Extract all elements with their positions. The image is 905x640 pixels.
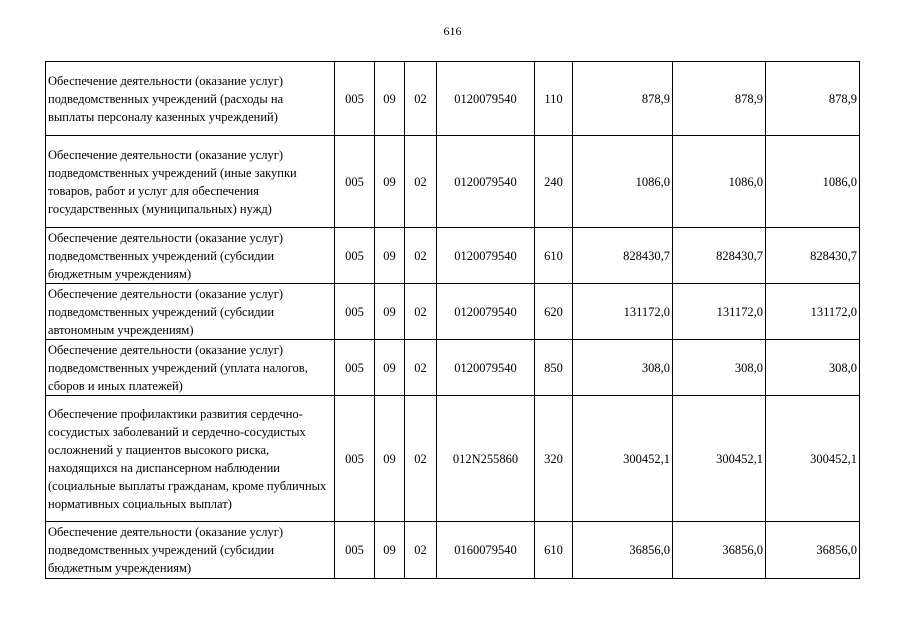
cell-name: Обеспечение деятельности (оказание услуг) подведомственных учреждений (расходы на выплаты персоналу казенных учреждений)	[46, 62, 335, 136]
cell-sum-3: 300452,1	[766, 396, 860, 522]
cell-sum-2: 308,0	[673, 340, 766, 396]
table-body	[46, 62, 860, 579]
cell-name: Обеспечение профилактики развития сердечно-сосудистых заболеваний и сердечно-сосудистых осложнений у пациентов высокого риска, находящихся на диспансерном наблюдении (социальные выплаты гражданам, кроме публичных нормативных социальных выплат)	[46, 396, 335, 522]
cell-sum-1: 300452,1	[573, 396, 673, 522]
cell-ministry: 005	[335, 522, 375, 579]
cell-target: 0120079540	[437, 62, 535, 136]
table-row	[46, 136, 860, 228]
table-row	[46, 522, 860, 579]
cell-subsection: 02	[405, 396, 437, 522]
cell-section: 09	[375, 396, 405, 522]
cell-subsection: 02	[405, 284, 437, 340]
cell-sum-2: 878,9	[673, 62, 766, 136]
table-row	[46, 284, 860, 340]
cell-sum-2: 131172,0	[673, 284, 766, 340]
page-number: 616	[443, 24, 462, 38]
cell-target: 0120079540	[437, 340, 535, 396]
cell-sum-2: 828430,7	[673, 228, 766, 284]
cell-name: Обеспечение деятельности (оказание услуг) подведомственных учреждений (субсидии автономным учреждениям)	[46, 284, 335, 340]
cell-section: 09	[375, 284, 405, 340]
budget-table	[45, 61, 860, 579]
cell-subsection: 02	[405, 340, 437, 396]
cell-expense-type: 620	[535, 284, 573, 340]
cell-sum-2: 300452,1	[673, 396, 766, 522]
cell-sum-3: 36856,0	[766, 522, 860, 579]
cell-expense-type: 110	[535, 62, 573, 136]
cell-sum-3: 308,0	[766, 340, 860, 396]
cell-sum-2: 1086,0	[673, 136, 766, 228]
cell-section: 09	[375, 62, 405, 136]
cell-subsection: 02	[405, 136, 437, 228]
cell-target: 0160079540	[437, 522, 535, 579]
cell-name: Обеспечение деятельности (оказание услуг) подведомственных учреждений (субсидии бюджетным учреждениям)	[46, 228, 335, 284]
cell-ministry: 005	[335, 62, 375, 136]
table-row	[46, 340, 860, 396]
cell-sum-1: 131172,0	[573, 284, 673, 340]
cell-section: 09	[375, 136, 405, 228]
cell-name: Обеспечение деятельности (оказание услуг) подведомственных учреждений (субсидии бюджетным учреждениям)	[46, 522, 335, 579]
cell-expense-type: 850	[535, 340, 573, 396]
cell-ministry: 005	[335, 396, 375, 522]
cell-name: Обеспечение деятельности (оказание услуг) подведомственных учреждений (иные закупки товаров, работ и услуг для обеспечения государственных (муниципальных) нужд)	[46, 136, 335, 228]
cell-expense-type: 240	[535, 136, 573, 228]
cell-expense-type: 610	[535, 228, 573, 284]
cell-expense-type: 320	[535, 396, 573, 522]
cell-target: 012N255860	[437, 396, 535, 522]
cell-sum-1: 828430,7	[573, 228, 673, 284]
cell-expense-type: 610	[535, 522, 573, 579]
table-row	[46, 62, 860, 136]
cell-section: 09	[375, 228, 405, 284]
cell-sum-1: 308,0	[573, 340, 673, 396]
cell-sum-3: 878,9	[766, 62, 860, 136]
cell-sum-3: 1086,0	[766, 136, 860, 228]
cell-ministry: 005	[335, 340, 375, 396]
cell-target: 0120079540	[437, 284, 535, 340]
cell-sum-3: 131172,0	[766, 284, 860, 340]
cell-target: 0120079540	[437, 228, 535, 284]
cell-name: Обеспечение деятельности (оказание услуг) подведомственных учреждений (уплата налогов, сборов и иных платежей)	[46, 340, 335, 396]
cell-subsection: 02	[405, 62, 437, 136]
cell-ministry: 005	[335, 228, 375, 284]
cell-sum-1: 878,9	[573, 62, 673, 136]
cell-sum-1: 36856,0	[573, 522, 673, 579]
cell-sum-2: 36856,0	[673, 522, 766, 579]
cell-sum-1: 1086,0	[573, 136, 673, 228]
cell-sum-3: 828430,7	[766, 228, 860, 284]
cell-subsection: 02	[405, 522, 437, 579]
cell-subsection: 02	[405, 228, 437, 284]
table-row	[46, 396, 860, 522]
cell-target: 0120079540	[437, 136, 535, 228]
cell-ministry: 005	[335, 136, 375, 228]
cell-ministry: 005	[335, 284, 375, 340]
cell-section: 09	[375, 340, 405, 396]
cell-section: 09	[375, 522, 405, 579]
table-row	[46, 228, 860, 284]
